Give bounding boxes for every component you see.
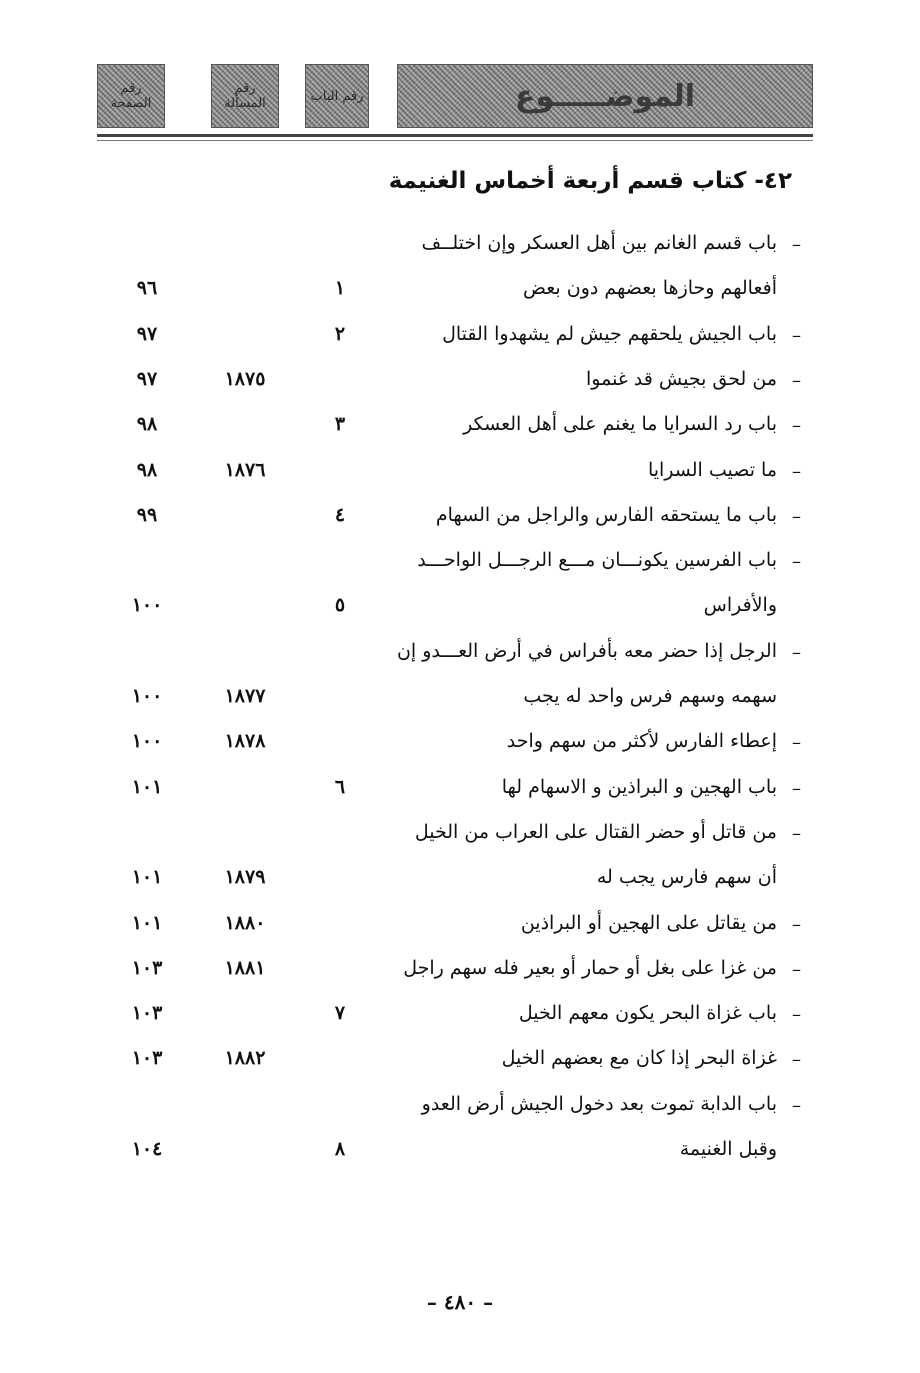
list-item — [0, 273, 920, 313]
list-dash: – — [792, 732, 801, 753]
list-item — [0, 500, 920, 540]
list-item — [0, 636, 920, 676]
list-item — [0, 364, 920, 404]
list-dash: – — [792, 370, 801, 391]
entry-title: أن سهم فارس يجب له — [596, 866, 777, 888]
entry-title: من يقاتل على الهجين أو البراذين — [520, 912, 777, 934]
masala-number: ١٨٧٩ — [224, 866, 266, 888]
list-item — [0, 1134, 920, 1174]
bab-number: ٥ — [334, 594, 346, 616]
bab-number: ٨ — [334, 1138, 346, 1160]
page-ref: ١٠٠ — [131, 685, 163, 707]
page-ref: ٩٨ — [136, 413, 158, 435]
list-item — [0, 1089, 920, 1129]
entry-title: باب الجيش يلحقهم جيش لم يشهدوا القتال — [442, 323, 777, 345]
page-ref: ١٠٣ — [131, 957, 163, 979]
entry-title: باب غزاة البحر يكون معهم الخيل — [518, 1002, 777, 1024]
bab-number: ٦ — [334, 776, 346, 798]
list-item — [0, 726, 920, 766]
entry-title: من قاتل أو حضر القتال على العراب من الخيل — [414, 821, 777, 843]
list-dash: – — [792, 506, 801, 527]
list-dash: – — [792, 234, 801, 255]
masala-number: ١٨٨٢ — [224, 1047, 266, 1069]
list-item — [0, 590, 920, 630]
list-item — [0, 409, 920, 449]
entry-title: من لحق بجيش قد غنموا — [585, 368, 777, 390]
page-ref: ٩٩ — [136, 504, 158, 526]
header-rule — [97, 134, 813, 137]
entry-title: الرجل إذا حضر معه بأفراس في أرض العـــدو إن — [396, 640, 777, 662]
page-ref: ١٠٣ — [131, 1002, 163, 1024]
bab-number: ١ — [334, 277, 346, 299]
entry-title: من غزا على بغل أو حمار أو بعير فله سهم راجل — [403, 957, 777, 979]
list-dash: – — [792, 642, 801, 663]
page-ref: ٩٨ — [136, 459, 158, 481]
masala-number: ١٨٧٦ — [224, 459, 266, 481]
header-rule-thin — [97, 140, 813, 141]
list-dash: – — [792, 1095, 801, 1116]
masala-number: ١٨٧٨ — [224, 730, 266, 752]
page-ref: ١٠١ — [131, 912, 163, 934]
header-page-no: رقم الصفحة — [97, 64, 165, 128]
entry-title: سهمه وسهم فرس واحد له يجب — [523, 685, 777, 707]
list-dash: – — [792, 823, 801, 844]
list-item — [0, 998, 920, 1038]
list-item — [0, 953, 920, 993]
entry-title: أفعالهم وحازها بعضهم دون بعض — [522, 277, 777, 299]
bab-number: ٧ — [334, 1002, 346, 1024]
entry-title: ما تصيب السرايا — [647, 459, 777, 481]
list-dash: – — [792, 461, 801, 482]
masala-number: ١٨٨١ — [224, 957, 266, 979]
list-item — [0, 1043, 920, 1083]
list-item — [0, 319, 920, 359]
list-dash: – — [792, 1004, 801, 1025]
entry-title: وقبل الغنيمة — [679, 1138, 777, 1160]
list-dash: – — [792, 1049, 801, 1070]
page-ref: ٩٧ — [136, 323, 158, 345]
page-ref: ١٠٤ — [131, 1138, 163, 1160]
bab-number: ٤ — [334, 504, 346, 526]
list-dash: – — [792, 325, 801, 346]
page-ref: ١٠١ — [131, 776, 163, 798]
page-ref: ٩٧ — [136, 368, 158, 390]
list-item — [0, 455, 920, 495]
entry-title: والأفراس — [703, 594, 777, 616]
entry-title: إعطاء الفارس لأكثر من سهم واحد — [506, 730, 777, 752]
list-item — [0, 908, 920, 948]
entry-title: باب رد السرايا ما يغنم على أهل العسكر — [463, 413, 777, 435]
masala-number: ١٨٧٧ — [224, 685, 266, 707]
list-item — [0, 545, 920, 585]
header-masala-no: رقم المسألة — [211, 64, 279, 128]
table-header — [97, 64, 813, 134]
header-topic: الموضـــــوع — [397, 64, 813, 128]
list-dash: – — [792, 959, 801, 980]
list-dash: – — [792, 415, 801, 436]
bab-number: ٢ — [334, 323, 346, 345]
entry-title: باب قسم الغانم بين أهل العسكر وإن اختلــف — [421, 232, 777, 254]
list-dash: – — [792, 551, 801, 572]
entry-title: باب ما يستحقه الفارس والراجل من السهام — [435, 504, 777, 526]
entry-title: باب الفرسين يكونـــان مـــع الرجـــل الواحـــد — [417, 549, 777, 571]
list-item — [0, 817, 920, 857]
list-dash: – — [792, 914, 801, 935]
list-item — [0, 862, 920, 902]
bab-number: ٣ — [334, 413, 346, 435]
page-ref: ١٠٣ — [131, 1047, 163, 1069]
list-dash: – — [792, 778, 801, 799]
masala-number: ١٨٧٥ — [224, 368, 266, 390]
entry-title: غزاة البحر إذا كان مع بعضهم الخيل — [501, 1047, 777, 1069]
masala-number: ١٨٨٠ — [224, 912, 266, 934]
page-number: – ٤٨٠ – — [426, 1290, 494, 1314]
list-item — [0, 772, 920, 812]
chapter-title: ٤٢- كتاب قسم أربعة أخماس الغنيمة — [388, 168, 792, 194]
entry-title: باب الهجين و البراذين و الاسهام لها — [501, 776, 777, 798]
entry-title: باب الدابة تموت بعد دخول الجيش أرض العدو — [421, 1093, 777, 1115]
page-ref: ٩٦ — [136, 277, 158, 299]
header-bab-no: رقم الباب — [305, 64, 369, 128]
list-item — [0, 228, 920, 268]
list-item — [0, 681, 920, 721]
page-ref: ١٠١ — [131, 866, 163, 888]
page-ref: ١٠٠ — [131, 730, 163, 752]
page-ref: ١٠٠ — [131, 594, 163, 616]
